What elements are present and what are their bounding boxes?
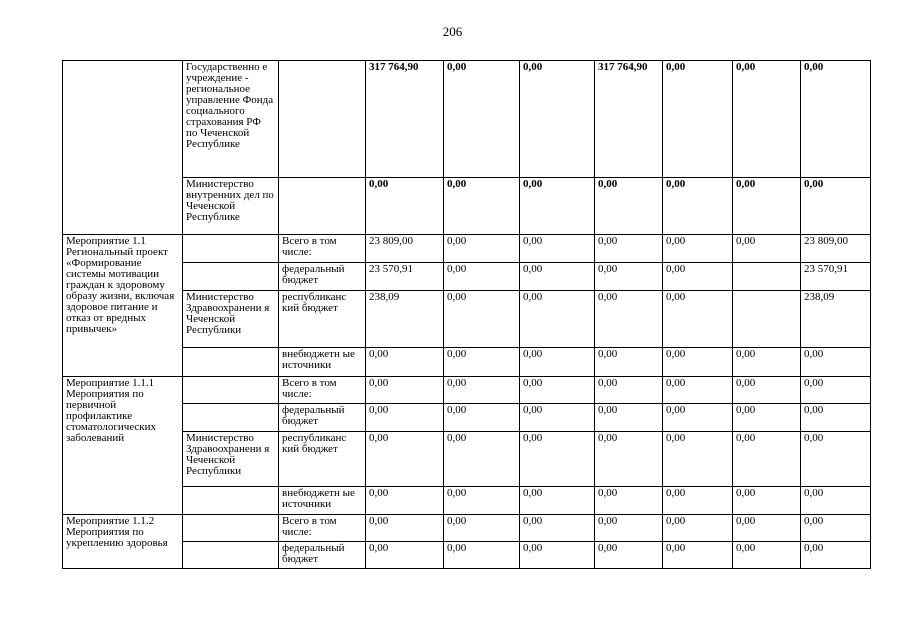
value-cell: 0,00 (663, 178, 733, 235)
value-cell (733, 263, 801, 291)
table-row (63, 515, 871, 542)
value-cell: 0,00 (366, 178, 444, 235)
table-row (63, 542, 871, 569)
value-cell: 0,00 (733, 515, 801, 542)
value-cell: 0,00 (733, 432, 801, 487)
value-cell: 0,00 (520, 377, 595, 404)
executor-cell (183, 404, 279, 432)
table-row (63, 178, 871, 235)
executor-cell (183, 542, 279, 569)
value-cell: 0,00 (444, 178, 520, 235)
value-cell: 0,00 (520, 515, 595, 542)
value-cell: 0,00 (801, 61, 871, 178)
value-cell: 0,00 (366, 515, 444, 542)
value-cell: 0,00 (733, 61, 801, 178)
value-cell: 0,00 (733, 404, 801, 432)
table-row (63, 61, 871, 178)
value-cell: 0,00 (733, 235, 801, 263)
value-cell: 0,00 (801, 404, 871, 432)
value-cell: 0,00 (663, 542, 733, 569)
table-row (63, 291, 871, 348)
source-cell: Всего в том числе: (279, 515, 366, 542)
value-cell: 0,00 (595, 291, 663, 348)
value-cell: 0,00 (595, 487, 663, 515)
value-cell: 0,00 (733, 377, 801, 404)
activity-cell: Мероприятие 1.1.1 Мероприятия по первичной профилактике стоматологических заболеваний (63, 377, 183, 515)
value-cell: 0,00 (663, 291, 733, 348)
value-cell: 238,09 (801, 291, 871, 348)
table-row (63, 404, 871, 432)
value-cell: 0,00 (444, 377, 520, 404)
value-cell: 23 570,91 (801, 263, 871, 291)
value-cell: 0,00 (801, 348, 871, 377)
value-cell: 0,00 (520, 404, 595, 432)
executor-cell (183, 235, 279, 263)
value-cell: 0,00 (733, 178, 801, 235)
value-cell: 0,00 (595, 348, 663, 377)
value-cell: 0,00 (520, 61, 595, 178)
value-cell (733, 291, 801, 348)
value-cell: 0,00 (663, 432, 733, 487)
executor-cell (183, 377, 279, 404)
value-cell: 0,00 (444, 487, 520, 515)
value-cell: 0,00 (733, 487, 801, 515)
executor-cell: Министерство Здравоохранени я Чеченской Республики (183, 432, 279, 487)
value-cell: 0,00 (595, 404, 663, 432)
executor-cell: Министерство Здравоохранени я Чеченской Республики (183, 291, 279, 348)
value-cell: 0,00 (663, 404, 733, 432)
activity-cell: Мероприятие 1.1.2 Мероприятия по укреплению здоровья (63, 515, 183, 569)
source-cell: федеральный бюджет (279, 404, 366, 432)
table-row (63, 487, 871, 515)
source-cell: федеральный бюджет (279, 542, 366, 569)
value-cell: 0,00 (663, 377, 733, 404)
value-cell: 0,00 (520, 348, 595, 377)
source-cell (279, 61, 366, 178)
value-cell: 0,00 (520, 542, 595, 569)
value-cell: 0,00 (444, 432, 520, 487)
value-cell: 0,00 (801, 377, 871, 404)
value-cell: 0,00 (520, 291, 595, 348)
value-cell: 0,00 (520, 178, 595, 235)
value-cell: 0,00 (366, 487, 444, 515)
value-cell: 0,00 (520, 487, 595, 515)
value-cell: 0,00 (366, 348, 444, 377)
executor-cell: Государственно е учреждение - региональное управление Фонда социального страхования РФ по Чеченской Республике (183, 61, 279, 178)
source-cell: внебюджетн ые источники (279, 487, 366, 515)
source-cell: Всего в том числе: (279, 235, 366, 263)
value-cell: 0,00 (444, 61, 520, 178)
table-row (63, 432, 871, 487)
budget-table (62, 60, 871, 569)
source-cell: Всего в том числе: (279, 377, 366, 404)
value-cell: 0,00 (520, 432, 595, 487)
value-cell: 0,00 (595, 515, 663, 542)
value-cell: 0,00 (595, 235, 663, 263)
value-cell: 0,00 (801, 487, 871, 515)
value-cell: 0,00 (663, 235, 733, 263)
value-cell: 0,00 (801, 178, 871, 235)
value-cell: 0,00 (801, 432, 871, 487)
value-cell: 0,00 (663, 348, 733, 377)
value-cell: 0,00 (444, 263, 520, 291)
executor-cell (183, 515, 279, 542)
value-cell: 0,00 (444, 542, 520, 569)
activity-cell (63, 61, 183, 235)
source-cell (279, 178, 366, 235)
value-cell: 0,00 (663, 487, 733, 515)
executor-cell (183, 487, 279, 515)
value-cell: 0,00 (801, 542, 871, 569)
value-cell: 0,00 (520, 263, 595, 291)
value-cell: 0,00 (595, 377, 663, 404)
value-cell: 23 570,91 (366, 263, 444, 291)
value-cell: 317 764,90 (595, 61, 663, 178)
value-cell: 0,00 (595, 432, 663, 487)
value-cell: 0,00 (663, 515, 733, 542)
table-row (63, 235, 871, 263)
value-cell: 0,00 (366, 432, 444, 487)
source-cell: федеральный бюджет (279, 263, 366, 291)
value-cell: 0,00 (366, 377, 444, 404)
value-cell: 0,00 (444, 348, 520, 377)
value-cell: 0,00 (366, 404, 444, 432)
value-cell: 0,00 (663, 263, 733, 291)
value-cell: 0,00 (595, 542, 663, 569)
value-cell: 317 764,90 (366, 61, 444, 178)
value-cell: 0,00 (444, 515, 520, 542)
table-row (63, 348, 871, 377)
value-cell: 238,09 (366, 291, 444, 348)
value-cell: 0,00 (444, 404, 520, 432)
value-cell: 0,00 (366, 542, 444, 569)
value-cell: 0,00 (663, 61, 733, 178)
table-row (63, 377, 871, 404)
page-number: 206 (442, 24, 463, 39)
value-cell: 0,00 (444, 291, 520, 348)
value-cell: 0,00 (595, 178, 663, 235)
source-cell: внебюджетн ые источники (279, 348, 366, 377)
value-cell: 23 809,00 (801, 235, 871, 263)
value-cell: 0,00 (733, 542, 801, 569)
executor-cell (183, 263, 279, 291)
value-cell: 0,00 (733, 348, 801, 377)
activity-cell: Мероприятие 1.1 Региональный проект «Формирование системы мотивации граждан к здоровому образу жизни, включая здоровое питание и отказ от вредных привычек» (63, 235, 183, 377)
executor-cell (183, 348, 279, 377)
value-cell: 0,00 (595, 263, 663, 291)
executor-cell: Министерство внутренних дел по Чеченской Республике (183, 178, 279, 235)
value-cell: 0,00 (444, 235, 520, 263)
source-cell: республиканс кий бюджет (279, 432, 366, 487)
value-cell: 0,00 (801, 515, 871, 542)
value-cell: 23 809,00 (366, 235, 444, 263)
source-cell: республиканс кий бюджет (279, 291, 366, 348)
table-row (63, 263, 871, 291)
value-cell: 0,00 (520, 235, 595, 263)
